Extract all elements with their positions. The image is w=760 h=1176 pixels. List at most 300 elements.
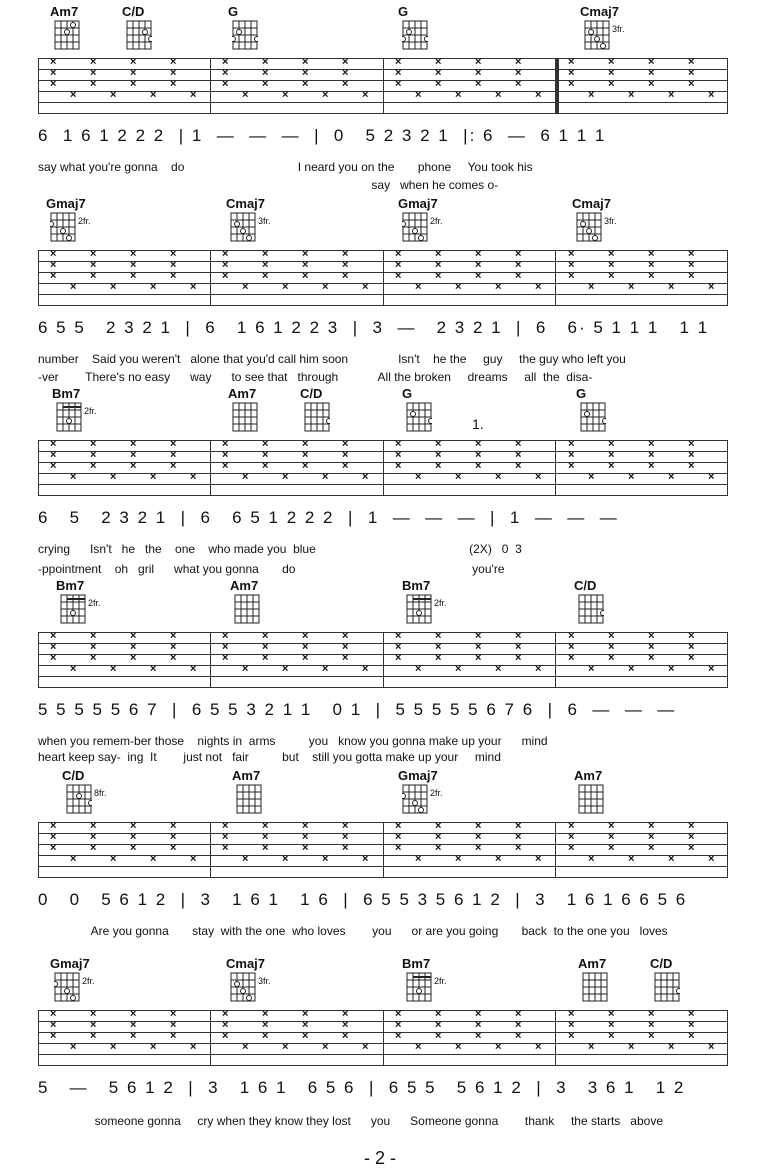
strum-mark: ×	[170, 78, 177, 90]
strum-mark: ×	[475, 1019, 482, 1031]
bass-mark: ×	[535, 853, 542, 865]
music-system-2	[0, 196, 760, 386]
strum-mark: ×	[50, 831, 57, 843]
chord-grid-icon	[402, 20, 428, 50]
numbered-notation: 5 — 5 6 1 2 | 3 1 6 1 6 5 6 | 6 5 5 5 6 1 2 | 3 3 6 1 1 2	[38, 1078, 686, 1097]
bass-mark: ×	[415, 853, 422, 865]
numbered-notation: 5 5 5 5 5 6 7 | 6 5 5 3 2 1 1 0 1 | 5 5 5 5 5 6 7 6 | 6 — — —	[38, 700, 677, 719]
strum-mark: ×	[262, 1008, 269, 1020]
strum-mark: ×	[475, 831, 482, 843]
strum-mark: ×	[688, 831, 695, 843]
chord-diagram	[398, 196, 458, 256]
chord-grid-icon	[406, 594, 432, 624]
strum-mark: ×	[395, 842, 402, 854]
numbered-notation: 6 5 2 3 2 1 | 6 6 5 1 2 2 2 | 1 — — — | 1 — — —	[38, 508, 619, 527]
strum-mark: ×	[608, 652, 615, 664]
bass-mark: ×	[455, 471, 462, 483]
bass-mark: ×	[628, 853, 635, 865]
lyric-line: someone gonna cry when they know they lost you Someone gonna thank the starts above	[38, 1114, 663, 1128]
bass-mark: ×	[322, 663, 329, 675]
numbered-notation: 6 5 5 2 3 2 1 | 6 1 6 1 2 2 3 | 3 — 2 3 2 1 | 6 6· 5 1 1 1 1 1	[38, 318, 710, 337]
bass-mark: ×	[110, 471, 117, 483]
chord-grid-icon	[406, 972, 432, 1002]
bass-mark: ×	[362, 89, 369, 101]
strum-mark: ×	[395, 460, 402, 472]
chord-name: C/D	[574, 578, 597, 593]
strum-mark: ×	[648, 248, 655, 260]
strum-mark: ×	[608, 630, 615, 642]
strum-mark: ×	[688, 259, 695, 271]
chord-name: Am7	[232, 768, 261, 783]
strum-mark: ×	[395, 56, 402, 68]
bass-mark: ×	[242, 1041, 249, 1053]
bass-mark: ×	[190, 89, 197, 101]
strum-mark: ×	[222, 1019, 229, 1031]
strum-mark: ×	[568, 1008, 575, 1020]
strum-mark: ×	[395, 67, 402, 79]
bass-mark: ×	[455, 1041, 462, 1053]
strum-mark: ×	[90, 438, 97, 450]
strum-mark: ×	[90, 1030, 97, 1042]
strum-mark: ×	[515, 630, 522, 642]
strum-mark: ×	[130, 630, 137, 642]
strum-mark: ×	[608, 78, 615, 90]
strum-mark: ×	[302, 820, 309, 832]
chord-grid-icon	[402, 784, 428, 814]
strum-mark: ×	[608, 1030, 615, 1042]
strum-mark: ×	[515, 641, 522, 653]
strum-mark: ×	[515, 652, 522, 664]
strum-mark: ×	[515, 270, 522, 282]
chord-grid-icon	[234, 594, 260, 624]
strum-mark: ×	[50, 1008, 57, 1020]
strum-mark: ×	[688, 270, 695, 282]
chord-name: C/D	[62, 768, 85, 783]
strum-mark: ×	[688, 438, 695, 450]
chord-diagram	[46, 196, 106, 256]
bass-mark: ×	[362, 1041, 369, 1053]
strum-mark: ×	[648, 1019, 655, 1031]
chord-name: Gmaj7	[398, 196, 438, 211]
strum-mark: ×	[302, 67, 309, 79]
bass-mark: ×	[588, 853, 595, 865]
music-system-5	[0, 768, 760, 954]
page-number: - 2 -	[363, 1148, 396, 1168]
bass-mark: ×	[535, 663, 542, 675]
strum-mark: ×	[50, 1019, 57, 1031]
strum-mark: ×	[302, 248, 309, 260]
lyric-line: Are you gonna stay with the one who loves you or are you going back to the one you loves	[38, 924, 668, 938]
chord-name: Cmaj7	[226, 196, 266, 211]
chord-grid-icon	[66, 784, 92, 814]
strum-mark: ×	[170, 438, 177, 450]
strum-mark: ×	[222, 67, 229, 79]
strum-mark: ×	[302, 831, 309, 843]
strum-mark: ×	[262, 259, 269, 271]
strum-mark: ×	[648, 652, 655, 664]
bass-mark: ×	[415, 89, 422, 101]
strum-mark: ×	[688, 820, 695, 832]
strum-mark: ×	[648, 460, 655, 472]
strum-mark: ×	[170, 259, 177, 271]
bass-mark: ×	[190, 471, 197, 483]
chord-grid-icon	[304, 402, 330, 432]
strum-mark: ×	[475, 78, 482, 90]
strum-mark: ×	[568, 449, 575, 461]
strum-mark: ×	[170, 1030, 177, 1042]
strum-mark: ×	[688, 67, 695, 79]
strum-mark: ×	[648, 438, 655, 450]
bass-mark: ×	[495, 853, 502, 865]
strum-mark: ×	[395, 820, 402, 832]
chord-diagram	[574, 578, 634, 638]
bass-mark: ×	[415, 1041, 422, 1053]
bass-mark: ×	[150, 471, 157, 483]
bass-mark: ×	[455, 663, 462, 675]
strum-mark: ×	[515, 248, 522, 260]
bass-mark: ×	[190, 281, 197, 293]
strum-mark: ×	[435, 438, 442, 450]
strum-mark: ×	[90, 248, 97, 260]
strum-mark: ×	[515, 259, 522, 271]
strum-mark: ×	[262, 270, 269, 282]
strum-mark: ×	[648, 259, 655, 271]
chord-name: Bm7	[402, 578, 431, 593]
strum-mark: ×	[130, 1030, 137, 1042]
strum-mark: ×	[568, 438, 575, 450]
strum-mark: ×	[302, 438, 309, 450]
chord-diagram	[578, 956, 638, 1016]
strum-mark: ×	[648, 78, 655, 90]
chord-grid-icon	[50, 212, 76, 242]
chord-name: Gmaj7	[50, 956, 90, 971]
bass-mark: ×	[322, 853, 329, 865]
chord-grid-icon	[54, 20, 80, 50]
strum-mark: ×	[342, 438, 349, 450]
strum-mark: ×	[515, 67, 522, 79]
bass-mark: ×	[282, 89, 289, 101]
strum-mark: ×	[648, 67, 655, 79]
bass-mark: ×	[70, 853, 77, 865]
bass-mark: ×	[668, 853, 675, 865]
strum-mark: ×	[608, 56, 615, 68]
lyric-line: -ppointment oh gril what you gonna do you're	[38, 562, 505, 576]
chord-name: C/D	[300, 386, 323, 401]
bass-mark: ×	[668, 89, 675, 101]
bass-mark: ×	[668, 1041, 675, 1053]
strum-mark: ×	[648, 449, 655, 461]
strum-mark: ×	[170, 630, 177, 642]
chord-name: Cmaj7	[580, 4, 620, 19]
chord-name: Am7	[228, 386, 257, 401]
strum-mark: ×	[515, 842, 522, 854]
strum-mark: ×	[475, 460, 482, 472]
strum-mark: ×	[90, 67, 97, 79]
strum-mark: ×	[475, 1030, 482, 1042]
bass-mark: ×	[110, 663, 117, 675]
strum-mark: ×	[395, 831, 402, 843]
chord-diagram	[300, 386, 360, 446]
bass-mark: ×	[535, 1041, 542, 1053]
strum-mark: ×	[90, 78, 97, 90]
tab-staff	[38, 440, 728, 496]
strum-mark: ×	[130, 78, 137, 90]
strum-mark: ×	[302, 78, 309, 90]
strum-mark: ×	[50, 78, 57, 90]
bass-mark: ×	[415, 281, 422, 293]
strum-mark: ×	[262, 652, 269, 664]
chord-name: C/D	[650, 956, 673, 971]
chord-grid-icon	[60, 594, 86, 624]
bass-mark: ×	[628, 663, 635, 675]
bass-mark: ×	[535, 89, 542, 101]
bass-mark: ×	[190, 853, 197, 865]
strum-mark: ×	[170, 248, 177, 260]
strum-mark: ×	[302, 56, 309, 68]
strum-mark: ×	[342, 1030, 349, 1042]
strum-mark: ×	[515, 460, 522, 472]
fret-label: 3fr.	[612, 24, 625, 34]
chord-diagram	[402, 386, 462, 446]
strum-mark: ×	[302, 1008, 309, 1020]
strum-mark: ×	[475, 438, 482, 450]
strum-mark: ×	[222, 641, 229, 653]
bass-mark: ×	[362, 663, 369, 675]
strum-mark: ×	[608, 1008, 615, 1020]
strum-mark: ×	[222, 438, 229, 450]
fret-label: 2fr.	[434, 976, 447, 986]
strum-mark: ×	[262, 248, 269, 260]
strum-mark: ×	[568, 56, 575, 68]
bass-mark: ×	[322, 471, 329, 483]
chord-diagram	[62, 768, 122, 828]
strum-mark: ×	[130, 820, 137, 832]
strum-mark: ×	[342, 641, 349, 653]
bass-mark: ×	[242, 471, 249, 483]
lyric-line: crying Isn't he the one who made you blue (2X) 0 3	[38, 542, 522, 556]
strum-mark: ×	[608, 831, 615, 843]
lyric-line: say what you're gonna do I neard you on the phone You took his	[38, 160, 533, 174]
strum-mark: ×	[395, 1030, 402, 1042]
strum-mark: ×	[568, 259, 575, 271]
bass-mark: ×	[668, 663, 675, 675]
strum-mark: ×	[608, 460, 615, 472]
chord-grid-icon	[230, 972, 256, 1002]
strum-mark: ×	[515, 831, 522, 843]
strum-mark: ×	[688, 449, 695, 461]
chord-grid-icon	[402, 212, 428, 242]
bass-mark: ×	[668, 281, 675, 293]
strum-mark: ×	[262, 630, 269, 642]
music-system-1	[0, 4, 760, 194]
chord-name: C/D	[122, 4, 145, 19]
bass-mark: ×	[110, 281, 117, 293]
strum-mark: ×	[395, 449, 402, 461]
strum-mark: ×	[608, 259, 615, 271]
strum-mark: ×	[262, 56, 269, 68]
chord-diagram	[50, 4, 110, 64]
strum-mark: ×	[262, 641, 269, 653]
tab-staff	[38, 632, 728, 688]
strum-mark: ×	[50, 449, 57, 461]
chord-name: G	[402, 386, 413, 401]
strum-mark: ×	[170, 820, 177, 832]
strum-mark: ×	[50, 460, 57, 472]
chord-name: Gmaj7	[398, 768, 438, 783]
strum-mark: ×	[222, 652, 229, 664]
lyric-line: heart keep say- ing It just not fair but still you gotta make up your mind	[38, 750, 501, 764]
chord-grid-icon	[580, 402, 606, 432]
strum-mark: ×	[435, 652, 442, 664]
strum-mark: ×	[648, 842, 655, 854]
strum-mark: ×	[222, 248, 229, 260]
strum-mark: ×	[608, 449, 615, 461]
bass-mark: ×	[70, 281, 77, 293]
bass-mark: ×	[495, 1041, 502, 1053]
strum-mark: ×	[688, 56, 695, 68]
strum-mark: ×	[568, 831, 575, 843]
bass-mark: ×	[190, 663, 197, 675]
strum-mark: ×	[342, 820, 349, 832]
chord-name: G	[228, 4, 239, 19]
tab-staff	[38, 822, 728, 878]
strum-mark: ×	[130, 1019, 137, 1031]
strum-mark: ×	[262, 842, 269, 854]
chord-diagram	[226, 196, 286, 256]
strum-mark: ×	[435, 259, 442, 271]
strum-mark: ×	[515, 1008, 522, 1020]
strum-mark: ×	[435, 831, 442, 843]
fret-label: 2fr.	[88, 598, 101, 608]
strum-mark: ×	[222, 831, 229, 843]
strum-mark: ×	[608, 820, 615, 832]
fret-label: 2fr.	[430, 216, 443, 226]
strum-mark: ×	[435, 56, 442, 68]
chord-name: Gmaj7	[46, 196, 86, 211]
strum-mark: ×	[222, 1008, 229, 1020]
chord-grid-icon	[578, 594, 604, 624]
strum-mark: ×	[395, 652, 402, 664]
strum-mark: ×	[395, 270, 402, 282]
strum-mark: ×	[568, 248, 575, 260]
chord-name: Bm7	[402, 956, 431, 971]
bass-mark: ×	[535, 471, 542, 483]
bass-mark: ×	[322, 1041, 329, 1053]
strum-mark: ×	[608, 842, 615, 854]
chord-name: Bm7	[52, 386, 81, 401]
strum-mark: ×	[648, 1008, 655, 1020]
strum-mark: ×	[342, 630, 349, 642]
strum-mark: ×	[395, 641, 402, 653]
bass-mark: ×	[628, 89, 635, 101]
strum-mark: ×	[342, 56, 349, 68]
strum-mark: ×	[50, 248, 57, 260]
strum-mark: ×	[475, 270, 482, 282]
bass-mark: ×	[708, 1041, 715, 1053]
strum-mark: ×	[222, 270, 229, 282]
chord-name: Am7	[574, 768, 603, 783]
strum-mark: ×	[342, 67, 349, 79]
strum-mark: ×	[688, 460, 695, 472]
fret-label: 3fr.	[604, 216, 617, 226]
strum-mark: ×	[515, 1019, 522, 1031]
bass-mark: ×	[708, 281, 715, 293]
bass-mark: ×	[242, 663, 249, 675]
chord-diagram	[572, 196, 632, 256]
strum-mark: ×	[608, 1019, 615, 1031]
fret-label: 8fr.	[94, 788, 107, 798]
strum-mark: ×	[568, 820, 575, 832]
chord-diagram	[580, 4, 640, 64]
strum-mark: ×	[50, 842, 57, 854]
strum-mark: ×	[608, 67, 615, 79]
chord-diagram	[226, 956, 286, 1016]
bass-mark: ×	[322, 89, 329, 101]
chord-grid-icon	[232, 402, 258, 432]
strum-mark: ×	[568, 270, 575, 282]
bass-mark: ×	[150, 663, 157, 675]
strum-mark: ×	[342, 259, 349, 271]
strum-mark: ×	[608, 438, 615, 450]
strum-mark: ×	[568, 1030, 575, 1042]
strum-mark: ×	[90, 1008, 97, 1020]
chord-diagram	[56, 578, 116, 638]
bass-mark: ×	[628, 471, 635, 483]
strum-mark: ×	[302, 1030, 309, 1042]
bass-mark: ×	[70, 89, 77, 101]
tab-staff	[38, 250, 728, 306]
strum-mark: ×	[90, 449, 97, 461]
strum-mark: ×	[648, 820, 655, 832]
strum-mark: ×	[395, 630, 402, 642]
strum-mark: ×	[50, 438, 57, 450]
strum-mark: ×	[170, 842, 177, 854]
strum-mark: ×	[222, 259, 229, 271]
chord-diagram	[398, 768, 458, 828]
bass-mark: ×	[588, 663, 595, 675]
strum-mark: ×	[170, 270, 177, 282]
strum-mark: ×	[688, 248, 695, 260]
strum-mark: ×	[50, 56, 57, 68]
strum-mark: ×	[50, 641, 57, 653]
strum-mark: ×	[130, 842, 137, 854]
lyric-line: -ver There's no easy way to see that through All the broken dreams all the disa-	[38, 370, 593, 384]
strum-mark: ×	[130, 56, 137, 68]
bass-mark: ×	[588, 471, 595, 483]
chord-diagram	[402, 956, 462, 1016]
strum-mark: ×	[568, 641, 575, 653]
bass-mark: ×	[190, 1041, 197, 1053]
strum-mark: ×	[302, 449, 309, 461]
strum-mark: ×	[515, 820, 522, 832]
strum-mark: ×	[170, 449, 177, 461]
strum-mark: ×	[608, 270, 615, 282]
strum-mark: ×	[222, 78, 229, 90]
strum-mark: ×	[130, 449, 137, 461]
strum-mark: ×	[515, 78, 522, 90]
chord-diagram	[574, 768, 634, 828]
strum-mark: ×	[688, 1019, 695, 1031]
strum-mark: ×	[170, 460, 177, 472]
strum-mark: ×	[302, 630, 309, 642]
chord-grid-icon	[576, 212, 602, 242]
chord-grid-icon	[236, 784, 262, 814]
strum-mark: ×	[568, 460, 575, 472]
strum-mark: ×	[222, 842, 229, 854]
strum-mark: ×	[222, 449, 229, 461]
strum-mark: ×	[395, 438, 402, 450]
strum-mark: ×	[302, 1019, 309, 1031]
